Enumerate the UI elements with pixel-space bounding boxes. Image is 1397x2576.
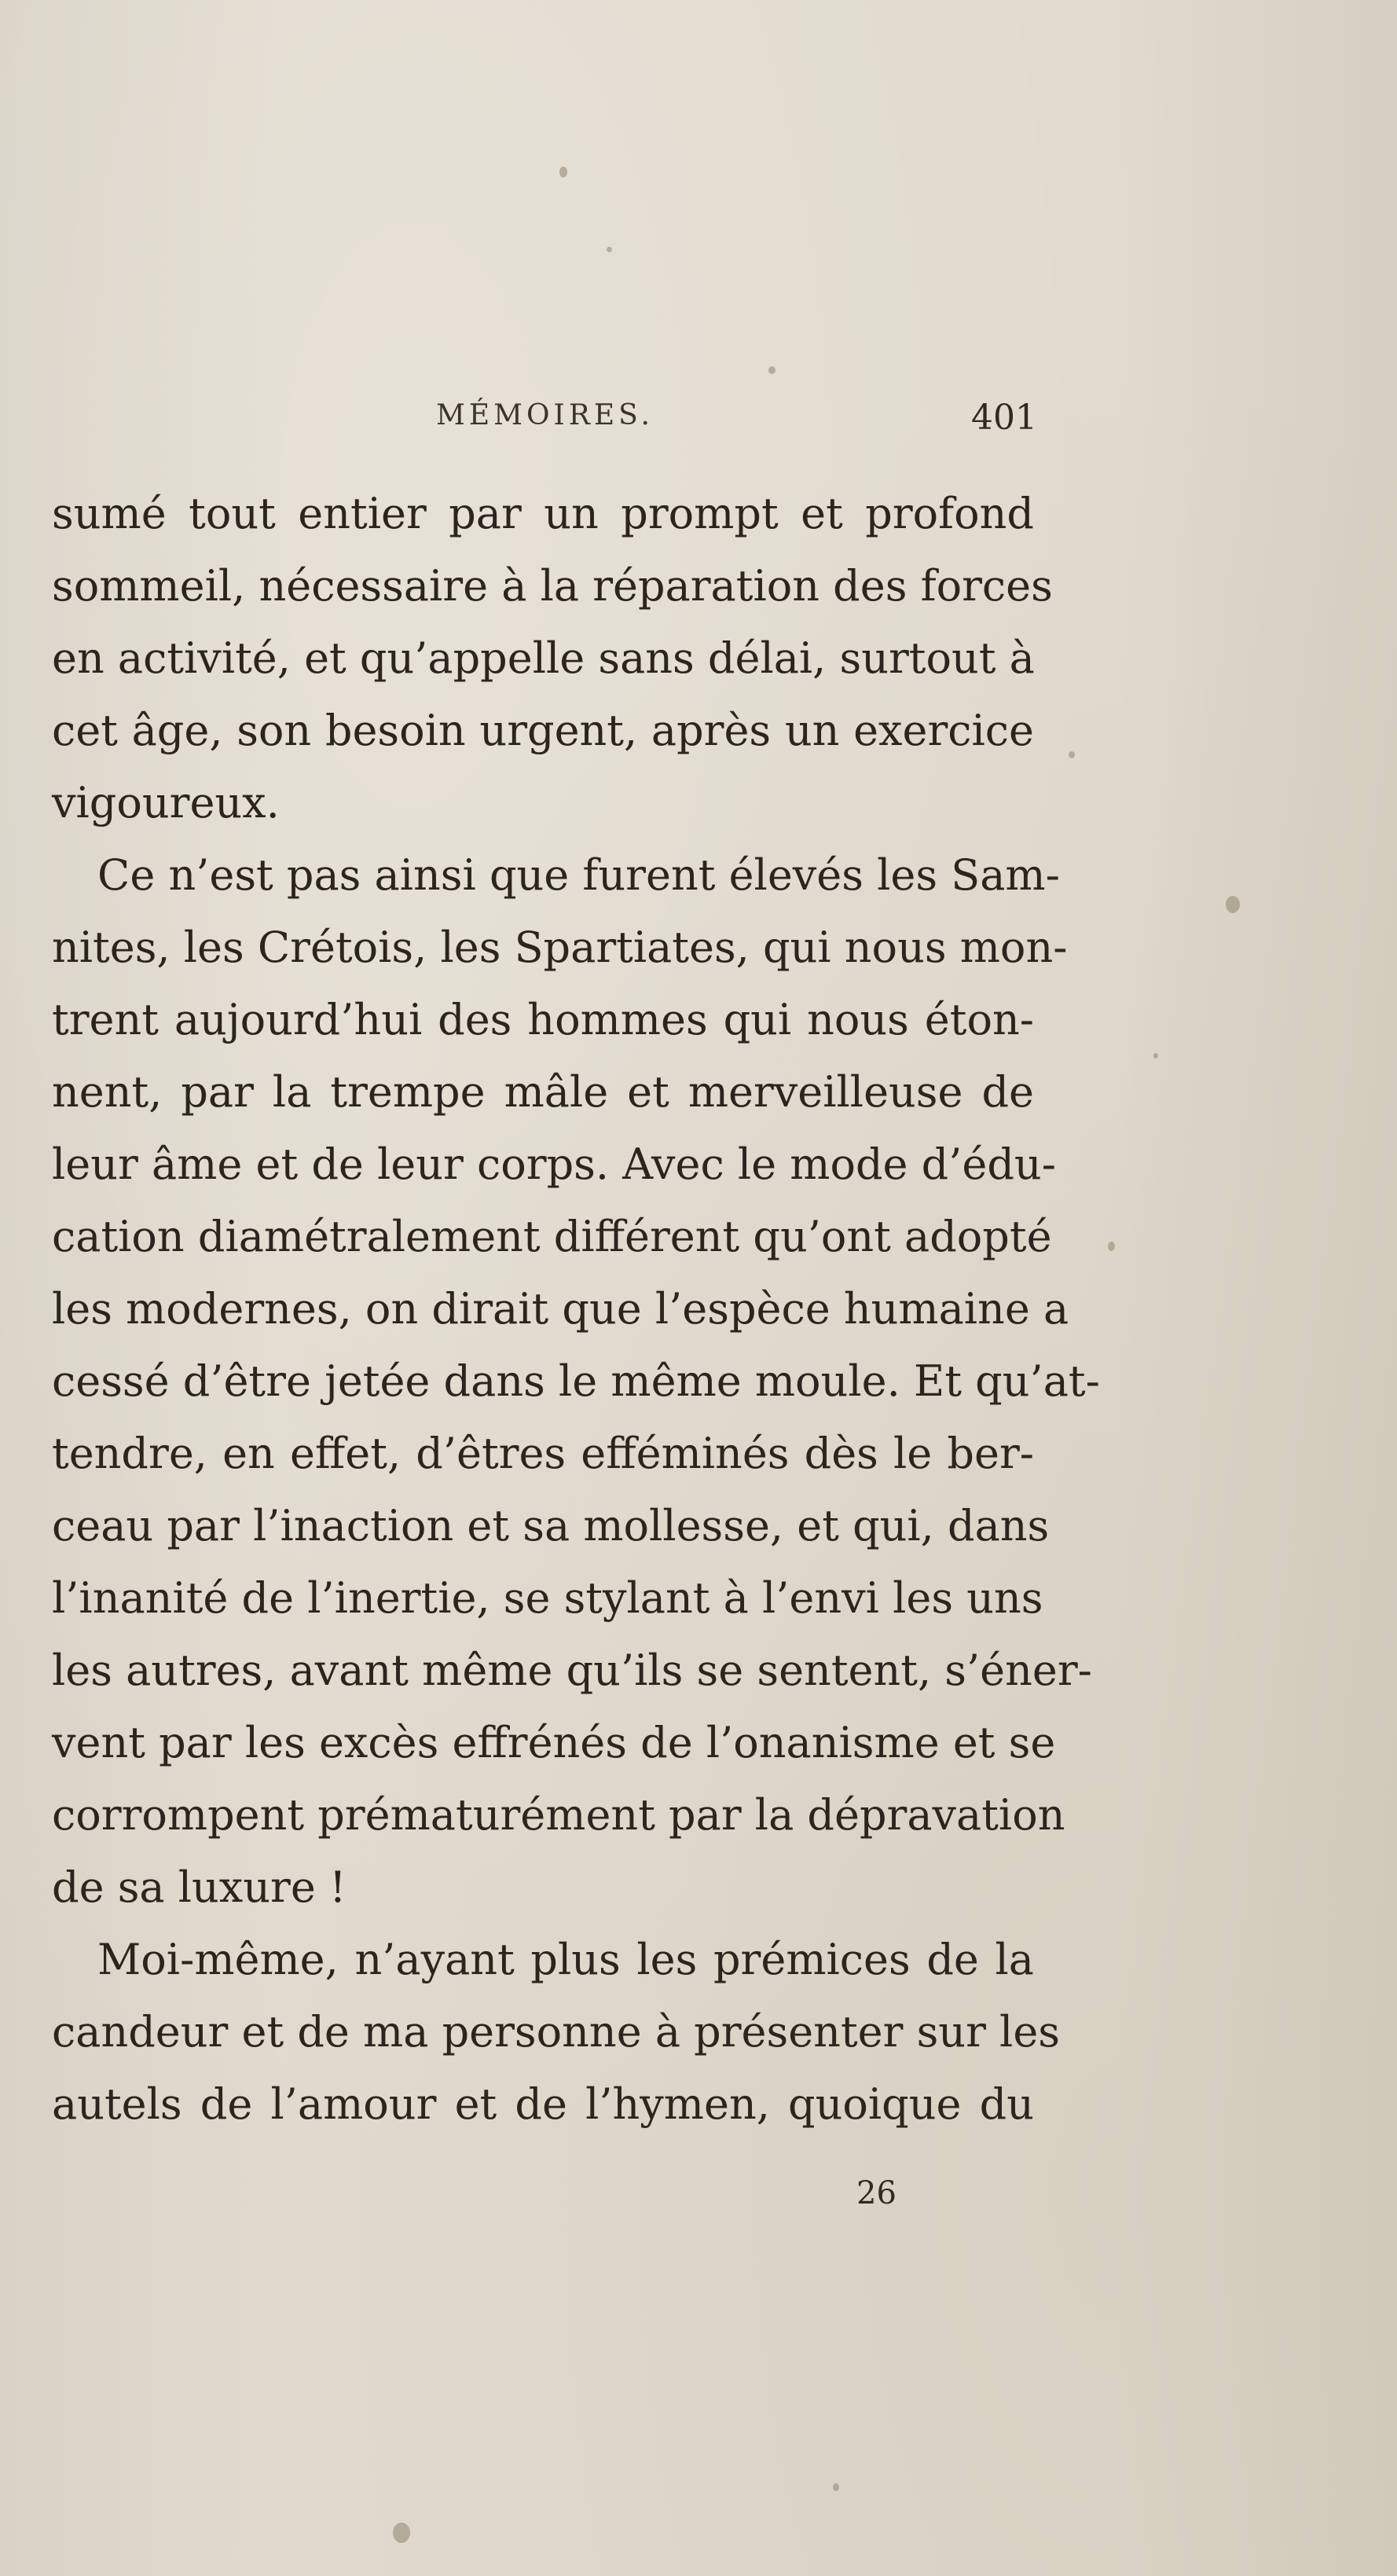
text-line: les autres, avant même qu’ils se sentent, s’éner- bbox=[52, 1646, 1092, 1695]
paper-speck bbox=[393, 2523, 410, 2543]
text-line: de sa luxure ! bbox=[52, 1862, 346, 1912]
text-line: sumé tout entier par un prompt et profond bbox=[52, 489, 1034, 538]
text-line: sommeil, nécessaire à la réparation des forces bbox=[52, 561, 1053, 611]
text-line: Moi-même, n’ayant plus les prémices de la bbox=[97, 1935, 1034, 1984]
text-line: vigoureux. bbox=[52, 778, 280, 827]
text-line: candeur et de ma personne à présenter sur les bbox=[52, 2007, 1061, 2057]
text-line: Ce n’est pas ainsi que furent élevés les Sam- bbox=[97, 850, 1060, 900]
paper-speck bbox=[768, 366, 776, 374]
text-line: l’inanité de l’inertie, se stylant à l’envi les uns bbox=[52, 1573, 1043, 1623]
paper-speck bbox=[607, 247, 612, 252]
running-head: MÉMOIRES. bbox=[436, 399, 654, 431]
text-line: les modernes, on dirait que l’espèce humaine a bbox=[52, 1284, 1069, 1334]
text-line: nites, les Crétois, les Spartiates, qui nous mon- bbox=[52, 923, 1068, 972]
signature-mark: 26 bbox=[856, 2175, 896, 2211]
paper-speck bbox=[559, 167, 567, 178]
text-line: leur âme et de leur corps. Avec le mode d’édu- bbox=[52, 1139, 1056, 1189]
paper-speck bbox=[1108, 1242, 1115, 1251]
text-line: ceau par l’inaction et sa mollesse, et qui, dans bbox=[52, 1501, 1050, 1550]
text-line: autels de l’amour et de l’hymen, quoique du bbox=[52, 2079, 1034, 2129]
paper-speck bbox=[833, 2483, 839, 2491]
body-text bbox=[52, 478, 1100, 2141]
paper-speck bbox=[1153, 1053, 1158, 1059]
page-number: 401 bbox=[971, 398, 1037, 438]
text-line: cessé d’être jetée dans le même moule. Et qu’at- bbox=[52, 1356, 1100, 1406]
text-line: en activité, et qu’appelle sans délai, surtout à bbox=[52, 633, 1035, 683]
text-line: cet âge, son besoin urgent, après un exercice bbox=[52, 706, 1034, 755]
text-line: tendre, en effet, d’êtres efféminés dès le ber- bbox=[52, 1429, 1034, 1478]
text-line: trent aujourd’hui des hommes qui nous éton- bbox=[52, 995, 1034, 1044]
text-line: corrompent prématurément par la dépravation bbox=[52, 1790, 1065, 1840]
text-line: cation diamétralement différent qu’ont adopté bbox=[52, 1212, 1052, 1261]
paper-speck bbox=[1226, 896, 1240, 913]
paper-speck bbox=[1069, 751, 1075, 758]
text-line: vent par les excès effrénés de l’onanisme et se bbox=[52, 1718, 1056, 1767]
text-line: nent, par la trempe mâle et merveilleuse de bbox=[52, 1067, 1034, 1117]
